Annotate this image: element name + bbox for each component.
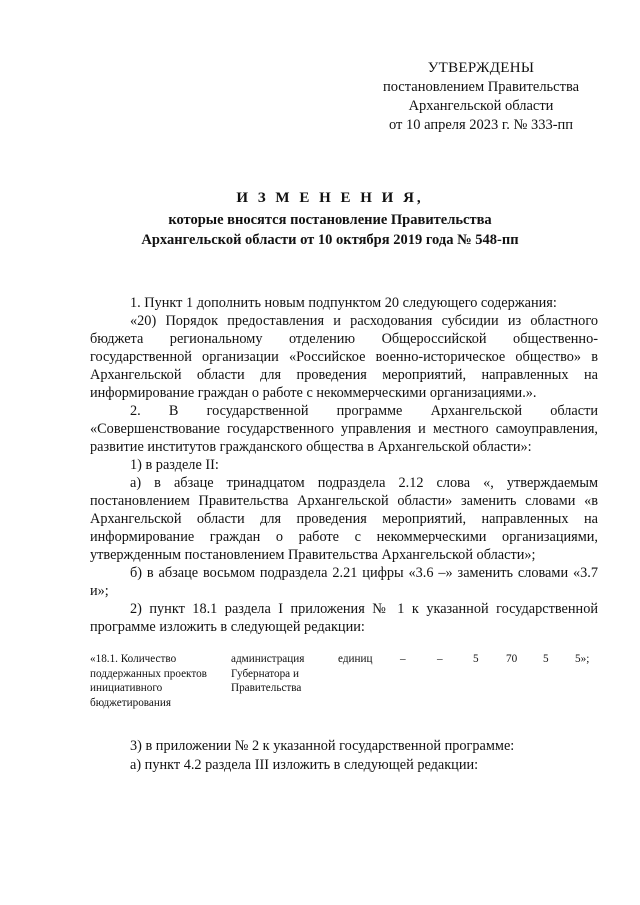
table-cell-value-5: 5: [543, 653, 549, 665]
paragraph-5: а) в абзаце тринадцатом подраздела 2.12 слова «, утверждаемым постановлением Правительства Архангельской области» заменить словами «в Архангельской области для проведения мероприятий, направленных на информирование граждан о работе с некоммерческими организациями, утвержденным постановлением Правительства Архангельской области»;: [90, 475, 598, 563]
document-body: [90, 294, 598, 636]
table-cell-unit: единиц: [338, 653, 373, 665]
paragraph-7: 2) пункт 18.1 раздела I приложения № 1 к указанной государственной программе изложить в следующей редакции:: [90, 601, 598, 635]
table-cell-responsible: администрация Губернатора и Правительства: [231, 653, 305, 694]
approval-heading: УТВЕРЖДЕНЫ: [427, 60, 535, 76]
paragraph-8: 3) в приложении № 2 к указанной государственной программе:: [130, 738, 515, 754]
table-cell-indicator: «18.1. Количество поддержанных проектов инициативного бюджетирования: [90, 653, 207, 709]
approval-line-2: Архангельской области: [408, 98, 554, 114]
table-cell-value-4: 70: [506, 653, 518, 665]
table-cell-value-2: –: [437, 653, 443, 665]
paragraph-4: 1) в разделе II:: [130, 457, 219, 473]
paragraph-6: б) в абзаце восьмом подраздела 2.21 цифры «3.6 –» заменить словами «3.7 и»;: [90, 565, 598, 599]
approval-line-3: от 10 апреля 2023 г. № 333-пп: [388, 117, 574, 133]
paragraph-9: а) пункт 4.2 раздела III изложить в следующей редакции:: [130, 757, 479, 773]
approval-line-1: постановлением Правительства: [382, 79, 580, 95]
table-cell-value-3: 5: [473, 653, 479, 665]
document-title: И З М Е Н Е Н И Я,: [236, 190, 424, 206]
approval-stamp: [366, 59, 596, 135]
document-subtitle-line-1: которые вносятся постановление Правительства: [168, 212, 492, 228]
table-cell-value-6: 5»;: [575, 653, 590, 665]
document-body-continued: [90, 737, 598, 775]
paragraph-1: 1. Пункт 1 дополнить новым подпунктом 20 следующего содержания:: [130, 295, 557, 311]
paragraph-3: 2. В государственной программе Архангельской области «Совершенствование государственного управления и местного самоуправления, развитие институтов гражданского общества в Архангельской области»:: [90, 403, 598, 455]
paragraph-2: «20) Порядок предоставления и расходования субсидии из областного бюджета региональному отделению Общероссийской общественно-государственной организации «Российское военно-историческое общество» в Архангельской области для проведения мероприятий, направленных на информирование граждан о работе с некоммерческими организациями.».: [90, 313, 598, 401]
table-cell-value-1: –: [400, 653, 406, 665]
document-subtitle-line-2: Архангельской области от 10 октября 2019 года № 548-пп: [141, 232, 519, 248]
